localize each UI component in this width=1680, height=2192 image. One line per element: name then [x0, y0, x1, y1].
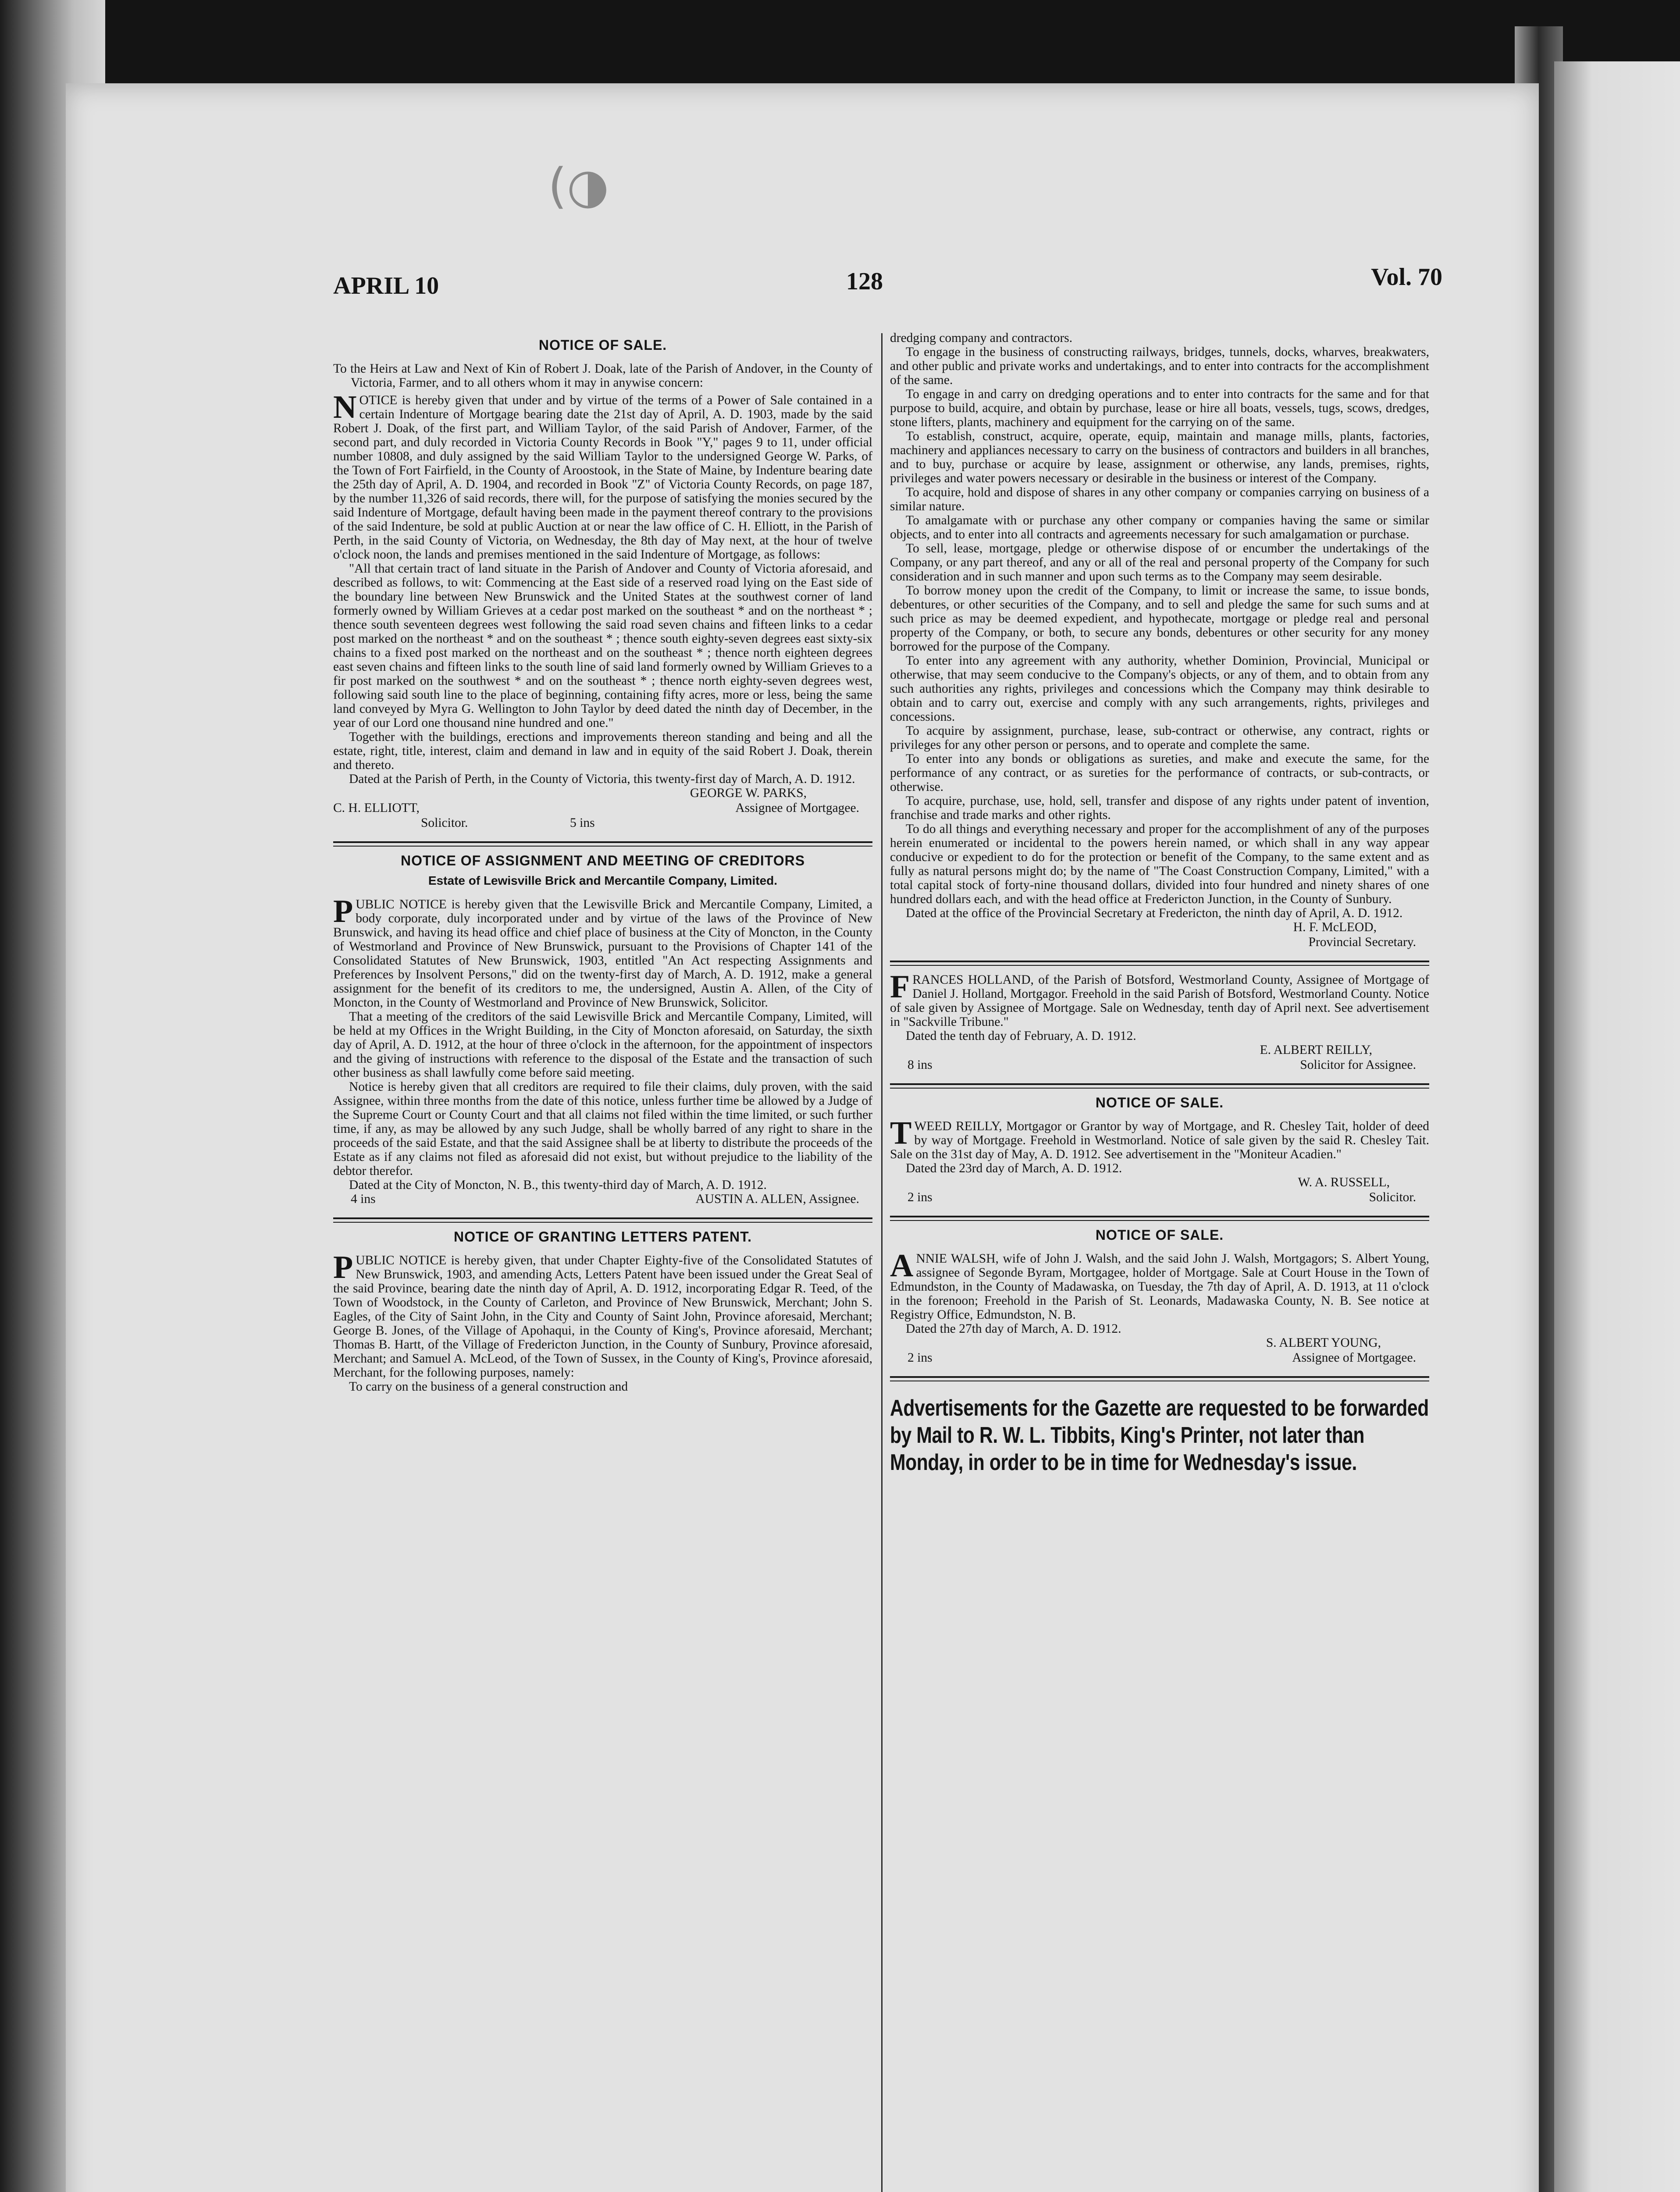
- drop-cap: P: [333, 1249, 353, 1285]
- signer-title: Provincial Secretary.: [1308, 935, 1416, 949]
- notice-dated: Dated at the Parish of Perth, in the County of Victoria, this twenty-first day of March, A. D. 1912.: [349, 772, 855, 786]
- right-column: [890, 331, 1429, 1476]
- notice-paragraph: PUBLIC NOTICE is hereby given, that under Chapter Eighty-five of the Consolidated Statutes of New Brunswick, 1903, and amending Acts, Letters Patent have been issued under the Great Seal of the said Province, bearing date the ninth day of April, A. D. 1912, incorporating Edgar R. Teed, of the Town of Woodstock, in the County of Carleton, and Province of New Brunswick, Merchant; John S. Eagles, of the City of Saint John, in the City and County of Saint John, Province aforesaid, Merchant; George B. Jones, of the Village of Apohaqui, in the County of King's, Province aforesaid, Merchant; Thomas B. Hartt, of the Village of Fredericton Junction, in the County of Sunbury, Province aforesaid, Merchant; and Samuel A. McLeod, of the Town of Sussex, in the County of King's, Province aforesaid, Merchant, for the following purposes, namely:: [333, 1249, 872, 1380]
- notice-of-sale-heading: NOTICE OF SALE.: [1095, 1227, 1224, 1243]
- assignment-subheading: Estate of Lewisville Brick and Mercantile Company, Limited.: [428, 874, 778, 887]
- signature-row: [890, 920, 1429, 935]
- section-rule: [333, 841, 872, 847]
- signature-row: [890, 1043, 1429, 1058]
- signature-row: [890, 1175, 1429, 1190]
- notice-paragraph: To do all things and everything necessary and proper for the accomplishment of any of the purposes herein enumerated or incidental to the powers herein named, or which shall in any way appear conducive or expedient to do for the protection or benefit of the Company, to the same extent and as fully as natural persons might do; by the name of "The Coast Construction Company, Limited," with a total capital stock of forty-nine thousand dollars, divided into four hundred and ninety shares of one hundred dollars each, and with the head office at Fredericton Junction, in the County of Sunbury.: [890, 822, 1429, 906]
- insertions-count: 2 ins: [908, 1351, 933, 1365]
- notice-paragraph: To acquire, purchase, use, hold, sell, transfer and dispose of any rights under patent of invention, franchise and trade marks and other rights.: [890, 794, 1429, 822]
- drop-cap: T: [890, 1115, 912, 1151]
- patent-heading: NOTICE OF GRANTING LETTERS PATENT.: [454, 1229, 752, 1245]
- volume-number: Vol. 70: [1371, 263, 1442, 291]
- issue-date: APRIL 10: [333, 272, 439, 299]
- notice-paragraph: To amalgamate with or purchase any other company or companies having the same or similar objects, and to enter into all contracts and agreements necessary for such amalgamation or purchase.: [890, 513, 1429, 541]
- notice-paragraph: To engage in and carry on dredging operations and to enter into contracts for the same and for that purpose to build, acquire, and obtain by purchase, lease or hire all boats, vessels, tugs, scows, dredges, stone lifters, plants, machinery and equipment for the carrying on of the same.: [890, 387, 1429, 429]
- signer-name: H. F. McLEOD,: [1293, 920, 1377, 934]
- signature-row: [333, 801, 872, 816]
- signer-name: E. ALBERT REILLY,: [1260, 1043, 1372, 1057]
- notice-paragraph: To borrow money upon the credit of the Company, to limit or increase the same, to issue bonds, debentures, or other securities of the Company, and to sell and pledge the same for such sums and at such price as may be deemed expedient, and hypothecate, mortgage or pledge real and personal property of the Company, or both, to secure any bonds, debentures or other security for any money borrowed for the purpose of the Company.: [890, 584, 1429, 654]
- drop-cap: N: [333, 389, 357, 425]
- signer-title: Solicitor.: [1369, 1190, 1416, 1204]
- insertions-count: 4 ins: [351, 1192, 376, 1206]
- column-divider: [881, 333, 883, 2192]
- signature-row: [890, 1058, 1429, 1073]
- signer-name: S. ALBERT YOUNG,: [1266, 1336, 1381, 1350]
- section-rule: [890, 1083, 1429, 1089]
- section-rule: [890, 1376, 1429, 1381]
- notice-paragraph: NOTICE is hereby given that under and by virtue of the terms of a Power of Sale contained in a certain Indenture of Mortgage bearing date the 21st day of April, A. D. 1903, made by the said Robert J. Doak, of the first part, and William Taylor, of the said Parish of Andover, Farmer, of the second part, and duly recorded in Victoria County Records in Book "Y," pages 9 to 11, under official number 10808, and duly assigned by the said William Taylor to the undersigned George W. Parks, of the Town of Fort Fairfield, in the County of Aroostook, in the State of Maine, by Indenture bearing date the 25th day of April, A. D. 1904, and recorded in Book "Z" of Victoria County Records, on page 187, by the number 11,326 of said records, there will, for the purpose of satisfying the monies secured by the said Indenture of Mortgage, default having been made in the payment thereof contrary to the provisions of the said Indenture, be sold at public Auction at or near the law office of C. H. Elliott, in the Parish of Perth, in the said County of Victoria, on Wednesday, the 8th day of May next, at the hour of twelve o'clock noon, the lands and premises mentioned in the said Indenture of Mortgage, as follows:: [333, 389, 872, 562]
- notice-of-sale-heading: NOTICE OF SALE.: [538, 337, 667, 353]
- solicitor-name: C. H. ELLIOTT,: [333, 801, 420, 815]
- notice-of-sale-heading: NOTICE OF SALE.: [1095, 1095, 1224, 1110]
- solicitor-title: Solicitor.: [421, 816, 468, 830]
- notice-paragraph: To engage in the business of constructing railways, bridges, tunnels, docks, wharves, breakwaters, and other public and private works and undertakings, and to enter into contracts for the accomplishment of the same.: [890, 345, 1429, 387]
- notice-paragraph: FRANCES HOLLAND, of the Parish of Botsford, Westmorland County, Assignee of Mortgage of Daniel J. Holland, Mortgagor. Freehold in the said Parish of Botsford, Westmorland County. Notice of sale given by Assignee of Mortgage. Sale on Wednesday, tenth day of April next. See advertisement in "Sackville Tribune.": [890, 969, 1429, 1029]
- signer-name: AUSTIN A. ALLEN, Assignee.: [695, 1192, 859, 1206]
- notice-paragraph: That a meeting of the creditors of the said Lewisville Brick and Mercantile Company, Limited, will be held at my Offices in the Wright Building, in the City of Moncton aforesaid, on Saturday, the sixth day of April, A. D. 1912, at the hour of three o'clock in the afternoon, for the appointment of inspectors and the giving of instructions with reference to the disposal of the Estate and the transaction of such other business as shall lawfully come before said meeting.: [333, 1010, 872, 1080]
- notice-paragraph: To acquire, hold and dispose of shares in any other company or companies carrying on business of a similar nature.: [890, 485, 1429, 513]
- notice-dated: Dated the 23rd day of March, A. D. 1912.: [906, 1161, 1122, 1175]
- notice-paragraph: To sell, lease, mortgage, pledge or otherwise dispose of or encumber the undertakings of the Company, or any part thereof, and any or all of the real and personal property of the Company for such consideration and in such manner and upon such terms as to the Company may seem desirable.: [890, 541, 1429, 584]
- notice-dated: Dated at the City of Moncton, N. B., this twenty-third day of March, A. D. 1912.: [349, 1178, 767, 1192]
- notice-dated: Dated the tenth day of February, A. D. 1912.: [906, 1029, 1136, 1043]
- signer-name: GEORGE W. PARKS,: [690, 786, 807, 800]
- notice-paragraph: To establish, construct, acquire, operate, equip, maintain and manage mills, plants, factories, machinery and appliances necessary to carry on the business of contractors and builders in all branches, and to buy, purchase or acquire by lease, assignment or otherwise, any lands, premises, rights, privileges and water powers necessary or desirable in the business or interest of the Company.: [890, 429, 1429, 485]
- drop-cap: F: [890, 969, 910, 1005]
- signature-row: [890, 935, 1429, 950]
- running-head: [333, 263, 1442, 302]
- signature-row: [333, 1192, 872, 1207]
- gazette-advertisement-notice: Advertisements for the Gazette are requested to be forwarded by Mail to R. W. L. Tibbits, King's Printer, not later than Monday, in order to be in time for Wednesday's issue.: [890, 1395, 1429, 1475]
- notice-paragraph: To acquire by assignment, purchase, lease, sub-contract or otherwise, any contract, rights or privileges for any other person or persons, and to operate and complete the same.: [890, 724, 1429, 752]
- page-number: 128: [846, 268, 883, 295]
- signer-title: Assignee of Mortgagee.: [735, 801, 859, 815]
- signer-name: W. A. RUSSELL,: [1298, 1175, 1390, 1189]
- signature-row: [333, 816, 872, 831]
- notice-paragraph: To carry on the business of a general construction and: [349, 1380, 628, 1394]
- signature-row: [890, 1190, 1429, 1205]
- drop-cap: P: [333, 893, 353, 929]
- assignment-heading: NOTICE OF ASSIGNMENT AND MEETING OF CREDITORS: [400, 853, 805, 868]
- section-rule: [333, 1217, 872, 1223]
- signature-row: [890, 1336, 1429, 1351]
- notice-dated: Dated the 27th day of March, A. D. 1912.: [906, 1322, 1121, 1336]
- notice-paragraph: TWEED REILLY, Mortgagor or Grantor by way of Mortgage, and R. Chesley Tait, holder of deed by way of Mortgage. Freehold in Westmorland. Notice of sale given by the said R. Chesley Tait. Sale on the 31st day of May, A. D. 1912. See advertisement in the "Moniteur Acadien.": [890, 1115, 1429, 1161]
- notice-paragraph: PUBLIC NOTICE is hereby given that the Lewisville Brick and Mercantile Company, Limited, a body corporate, duly incorporated under and by virtue of the laws of the Province of New Brunswick, and having its head office and chief place of business at the City of Moncton, in the County of Westmorland and Province of New Brunswick, pursuant to the Provisions of Chapter 141 of the Consolidated Statutes of New Brunswick, 1903, entitled "An Act respecting Assignments and Preferences by Insolvent Persons," did on the twenty-first day of March, A. D. 1912, make a general assignment for the benefit of its creditors to me, the undersigned, Austin A. Allen, of the City of Moncton, in the County of Westmorland and Province of New Brunswick, Solicitor.: [333, 893, 872, 1010]
- insertions-count: 8 ins: [908, 1058, 933, 1072]
- notice-paragraph: Together with the buildings, erections and improvements thereon standing and being and all the estate, right, title, interest, claim and demand in law and in equity of the said Robert J. Doak, therein and thereto.: [333, 730, 872, 772]
- signer-title: Solicitor for Assignee.: [1300, 1058, 1416, 1072]
- section-rule: [890, 1216, 1429, 1221]
- drop-cap: A: [890, 1248, 914, 1284]
- notice-paragraph: To enter into any agreement with any authority, whether Dominion, Provincial, Municipal or otherwise, that may seem conducive to the Company's objects, or any of them, and to obtain from any such authorities any rights, privileges and concessions which the Company may think desirable to obtain and to carry out, exercise and comply with any such arrangements, rights, privileges and concessions.: [890, 654, 1429, 724]
- insertions-count: 2 ins: [908, 1190, 933, 1204]
- signer-title: Assignee of Mortgagee.: [1292, 1351, 1416, 1365]
- notice-paragraph: To enter into any bonds or obligations as sureties, and make and execute the same, for the performance of any contract, or as sureties for the performance of contracts, or sub-contracts, or otherwise.: [890, 752, 1429, 794]
- left-column: [333, 331, 872, 1394]
- insertions-count: 5 ins: [570, 816, 595, 830]
- signature-row: [333, 786, 872, 801]
- notice-paragraph: "All that certain tract of land situate in the Parish of Andover and County of Victoria aforesaid, and described as follows, to wit: Commencing at the East side of a reserved road lying on the East side of the boundary line between New Brunswick and the United States at the southwest corner of land formerly owned by William Grieves at a cedar post marked on the southeast * and on the northeast * ; thence south seventeen degrees west following the said road seven chains and fifteen links to a cedar post marked on the northeast * and on the southeast * ; thence south eighty-seven degrees east sixty-six chains to a fixed post marked on the northeast and on the southeast * ; thence north eighteen degrees east seven chains and fifteen links to the south line of said land formerly owned by William Grieves to a fir post marked on the southwest * and on the southeast * ; thence north eighty-seven degrees west, following said south line to the place of beginning, containing fifty acres, more or less, being the same land conveyed by Myra G. Wellington to John Taylor by deed dated the ninth day of December, in the year of our Lord one thousand nine hundred and one.": [333, 562, 872, 730]
- notice-paragraph: Notice is hereby given that all creditors are required to file their claims, duly proven, with the said Assignee, within three months from the date of this notice, unless further time be allowed by a Judge of the Supreme Court or County Court and that all claims not filed within the time limited, or such further time, if any, as may be allowed by any such Judge, shall be wholly barred of any right to share in the proceeds of the said Estate, and that the said Assignee shall be at liberty to distribute the proceeds of the Estate as if any claims not filed as aforesaid did not exist, but without prejudice to the liability of the debtor therefor.: [333, 1080, 872, 1178]
- notice-paragraph: ANNIE WALSH, wife of John J. Walsh, and the said John J. Walsh, Mortgagors; S. Albert Young, assignee of Segonde Byram, Mortgagee, holder of Mortgage. Sale at Court House in the Town of Edmundston, in the County of Madawaska, on Tuesday, the 7th day of April, A. D. 1913, at 11 o'clock in the forenoon; Freehold in the Parish of St. Leonards, Madawaska County, N. B. See notice at Registry Office, Edmundston, N. B.: [890, 1248, 1429, 1322]
- notice-dated: Dated at the office of the Provincial Secretary at Fredericton, the ninth day of April, A. D. 1912.: [906, 906, 1403, 920]
- section-rule: [890, 961, 1429, 966]
- adjacent-page-right: [1554, 61, 1680, 2192]
- notice-paragraph: dredging company and contractors.: [890, 331, 1073, 345]
- pencil-mark: (◑: [548, 158, 609, 214]
- signature-row: [890, 1351, 1429, 1366]
- notice-address: To the Heirs at Law and Next of Kin of Robert J. Doak, late of the Parish of Andover, in the County of Victoria, Farmer, and to all others whom it may in anywise concern:: [333, 362, 872, 390]
